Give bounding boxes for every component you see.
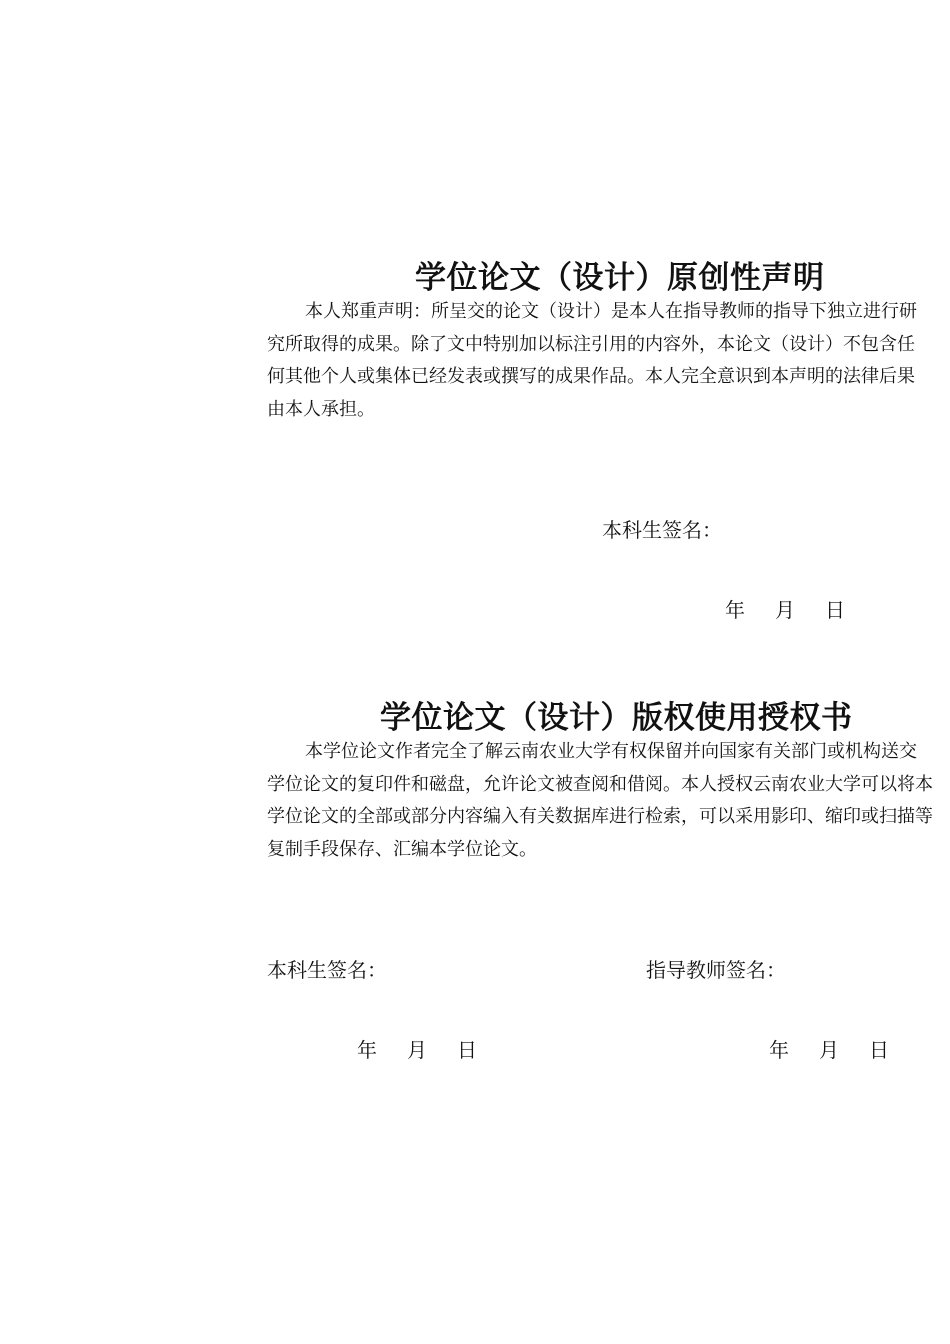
date-day: 日 [457,1038,477,1062]
originality-declaration-title: 学位论文（设计）原创性声明 [415,260,825,296]
student-signature-label: 本科生签名： [602,518,722,542]
advisor-signature-label: 指导教师签名： [646,958,786,982]
body-line: 本学位论文作者完全了解云南农业大学有权保留并向国家有关部门或机构送交 [305,741,917,762]
date-year: 年 [357,1038,377,1062]
date-month: 月 [819,1038,839,1062]
date-month: 月 [775,598,795,622]
body-line: 学位论文的复印件和磁盘，允许论文被查阅和借阅。本人授权云南农业大学可以将本 [267,773,933,795]
body-line: 复制手段保存、汇编本学位论文。 [267,838,537,860]
copyright-authorization-body [267,736,947,866]
date-year: 年 [725,598,745,622]
body-line: 学位论文的全部或部分内容编入有关数据库进行检索，可以采用影印、缩印或扫描等 [267,806,933,827]
originality-declaration-body [267,296,947,426]
copyright-authorization-title: 学位论文（设计）版权使用授权书 [380,700,853,736]
advisor-date [769,1034,889,1063]
date-day: 日 [869,1038,889,1062]
date-year: 年 [769,1038,789,1062]
date-month: 月 [407,1038,427,1062]
body-line: 究所取得的成果。除了文中特别加以标注引用的内容外，本论文（设计）不包含任 [267,333,915,355]
student-date [357,1034,477,1063]
student-signature-label: 本科生签名： [267,958,387,982]
body-line: 本人郑重声明：所呈交的论文（设计）是本人在指导教师的指导下独立进行研 [305,301,917,322]
body-line: 由本人承担。 [267,398,375,420]
body-line: 何其他个人或集体已经发表或撰写的成果作品。本人完全意识到本声明的法律后果 [267,366,915,387]
originality-date [725,594,845,623]
date-day: 日 [825,598,845,622]
